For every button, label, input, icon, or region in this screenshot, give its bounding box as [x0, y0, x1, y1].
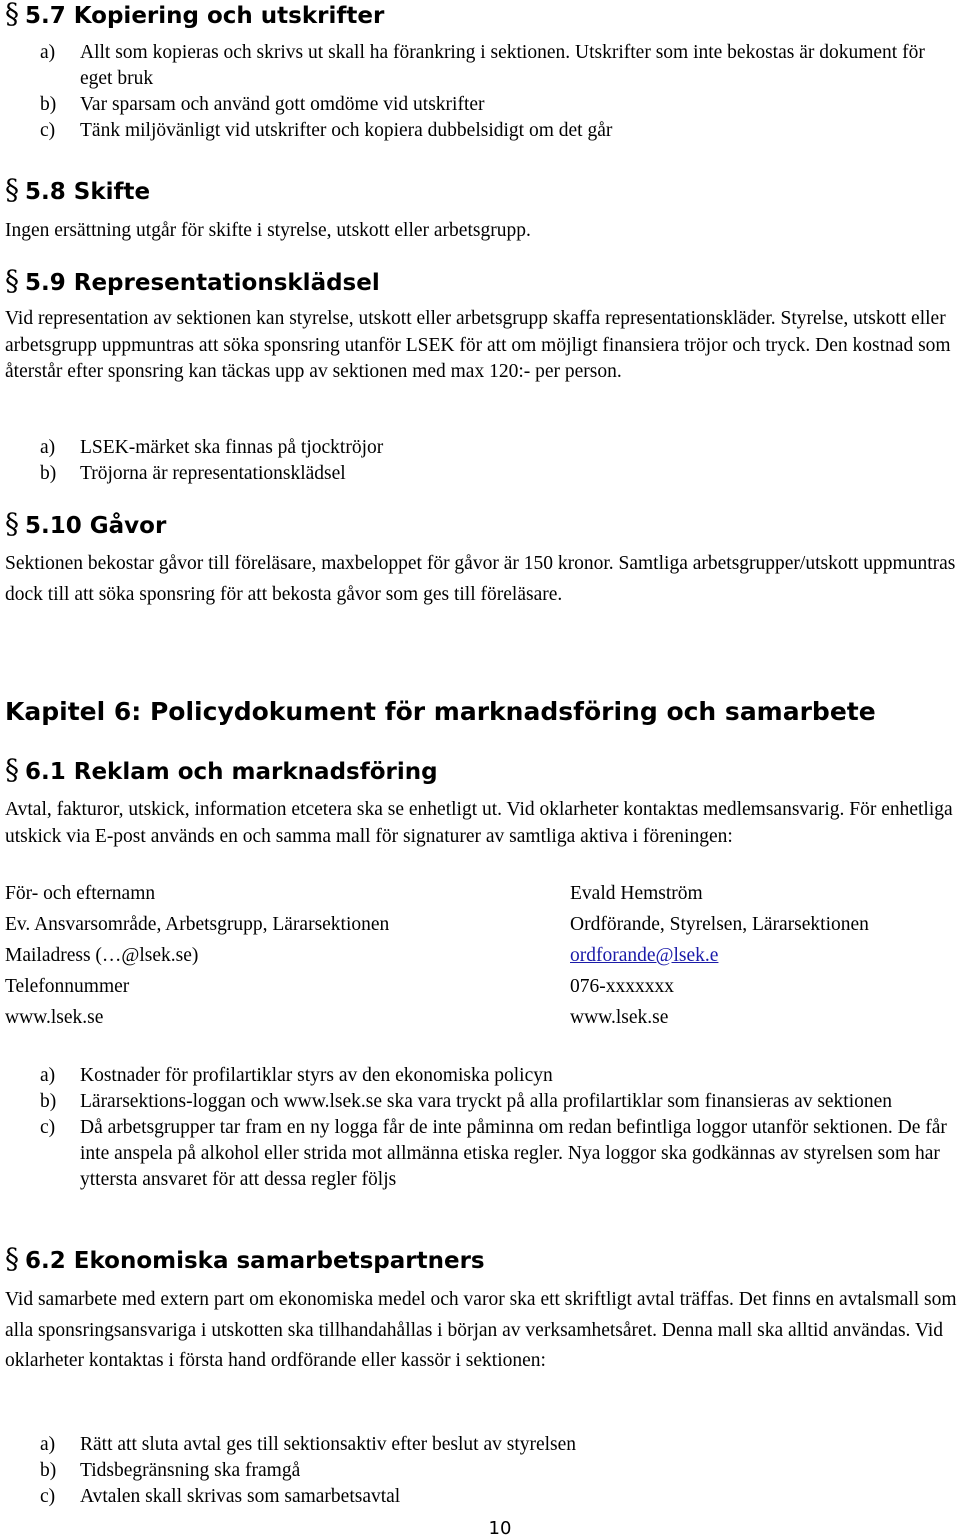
list-item: c) Avtalen skall skrivas som samarbetsavtal	[40, 1486, 401, 1507]
list-6-2	[5, 1432, 960, 1510]
section-title: 5.8 Skifte	[25, 179, 151, 205]
section-body: Sektionen bekostar gåvor till föreläsare, maxbeloppet för gåvor är 150 kronor. Samtliga arbetsgrupper/utskott uppmuntras dock till att söka sponsring för att bekosta gåvor som ges till föreläsare.	[5, 553, 956, 605]
section-symbol: §	[5, 264, 19, 297]
section-symbol: §	[5, 507, 19, 540]
list-item: a) Rätt att sluta avtal ges till sektionsaktiv efter beslut av styrelsen	[40, 1434, 577, 1455]
email-link[interactable]: ordforande@lsek.e	[570, 945, 719, 966]
signature-row: Mailadress (…@lsek.se) ordforande@lsek.e	[5, 945, 719, 966]
list-5-7	[5, 40, 960, 144]
section-body: Avtal, fakturor, utskick, information etcetera ska se enhetligt ut. Vid oklarheter kontaktas medlemsansvarig. För enhetliga utskick via E-post används en och samma mall för signaturer av samtliga aktiva i föreningen:	[5, 799, 953, 847]
section-symbol: §	[5, 0, 19, 30]
section-body: Vid representation av sektionen kan styrelse, utskott eller arbetsgrupp skaffa representationskläder. Styrelse, utskott eller arbetsgrupp uppmuntras att söka sponsring utanför LSEK för att om möjligt finansiera tröjor och tryck. Den kostnad som återstår efter sponsring kan täckas upp av sektionen med max 120:- per person.	[5, 308, 951, 382]
list-item: c) Då arbetsgrupper tar fram en ny logga får de inte påminna om redan befintliga loggor utanför sektionen. De får inte anspela på alkohol eller strida mot allmänna etiska regler. Nya loggor ska godkännas av styrelsen som har yttersta ansvaret för att dessa regler följs	[40, 1117, 947, 1190]
section-title: 5.9 Representationsklädsel	[25, 270, 380, 296]
section-title: 6.2 Ekonomiska samarbetspartners	[25, 1248, 485, 1274]
section-body: Ingen ersättning utgår för skifte i styrelse, utskott eller arbetsgrupp.	[5, 220, 531, 241]
list-item: b) Lärarsektions-loggan och www.lsek.se ska vara tryckt på alla profilartiklar som finansieras av sektionen	[40, 1091, 893, 1112]
section-body: Vid samarbete med extern part om ekonomiska medel och varor ska ett skriftligt avtal träffas. Det finns en avtalsmall som alla sponsringsansvariga i utskotten ska tillhandahållas i början av verksamhetsåret. Denna mall ska alltid användas. Vid oklarheter kontaktas i första hand ordförande eller kassör i sektionen:	[5, 1289, 957, 1371]
section-symbol: §	[5, 1242, 19, 1275]
section-heading-5-9	[5, 264, 960, 297]
list-6-1	[5, 1063, 960, 1193]
section-heading-6-1	[5, 753, 960, 786]
section-title: 5.7 Kopiering och utskrifter	[25, 3, 385, 29]
signature-row: Telefonnummer 076-xxxxxxx	[5, 976, 674, 997]
signature-row: För- och efternamn Evald Hemström	[5, 883, 703, 904]
list-item: a) Allt som kopieras och skrivs ut skall ha förankring i sektionen. Utskrifter som inte bekostas är dokument för eget bruk	[40, 42, 925, 89]
chapter-title: Kapitel 6: Policydokument för marknadsföring och samarbete	[5, 697, 876, 726]
list-item: b) Tidsbegränsning ska framgå	[40, 1460, 301, 1481]
section-symbol: §	[5, 753, 19, 786]
section-heading-6-2	[5, 1242, 960, 1275]
section-heading-5-7	[5, 0, 960, 30]
list-item: c) Tänk miljövänligt vid utskrifter och kopiera dubbelsidigt om det går	[40, 120, 613, 141]
section-symbol: §	[5, 173, 19, 206]
list-item: b) Tröjorna är representationsklädsel	[40, 463, 346, 484]
list-item: a) Kostnader för profilartiklar styrs av den ekonomiska policyn	[40, 1065, 553, 1086]
list-item: a) LSEK-märket ska finnas på tjocktröjor	[40, 437, 384, 458]
section-title: 5.10 Gåvor	[25, 513, 167, 539]
signature-row: www.lsek.se www.lsek.se	[5, 1007, 669, 1028]
list-5-9	[5, 435, 960, 487]
signature-row: Ev. Ansvarsområde, Arbetsgrupp, Lärarsektionen Ordförande, Styrelsen, Lärarsektionen	[5, 914, 869, 935]
section-title: 6.1 Reklam och marknadsföring	[25, 759, 438, 785]
list-item: b) Var sparsam och använd gott omdöme vid utskrifter	[40, 94, 485, 115]
section-heading-5-8	[5, 173, 960, 206]
page-number: 10	[488, 1518, 512, 1539]
section-heading-5-10	[5, 507, 960, 540]
